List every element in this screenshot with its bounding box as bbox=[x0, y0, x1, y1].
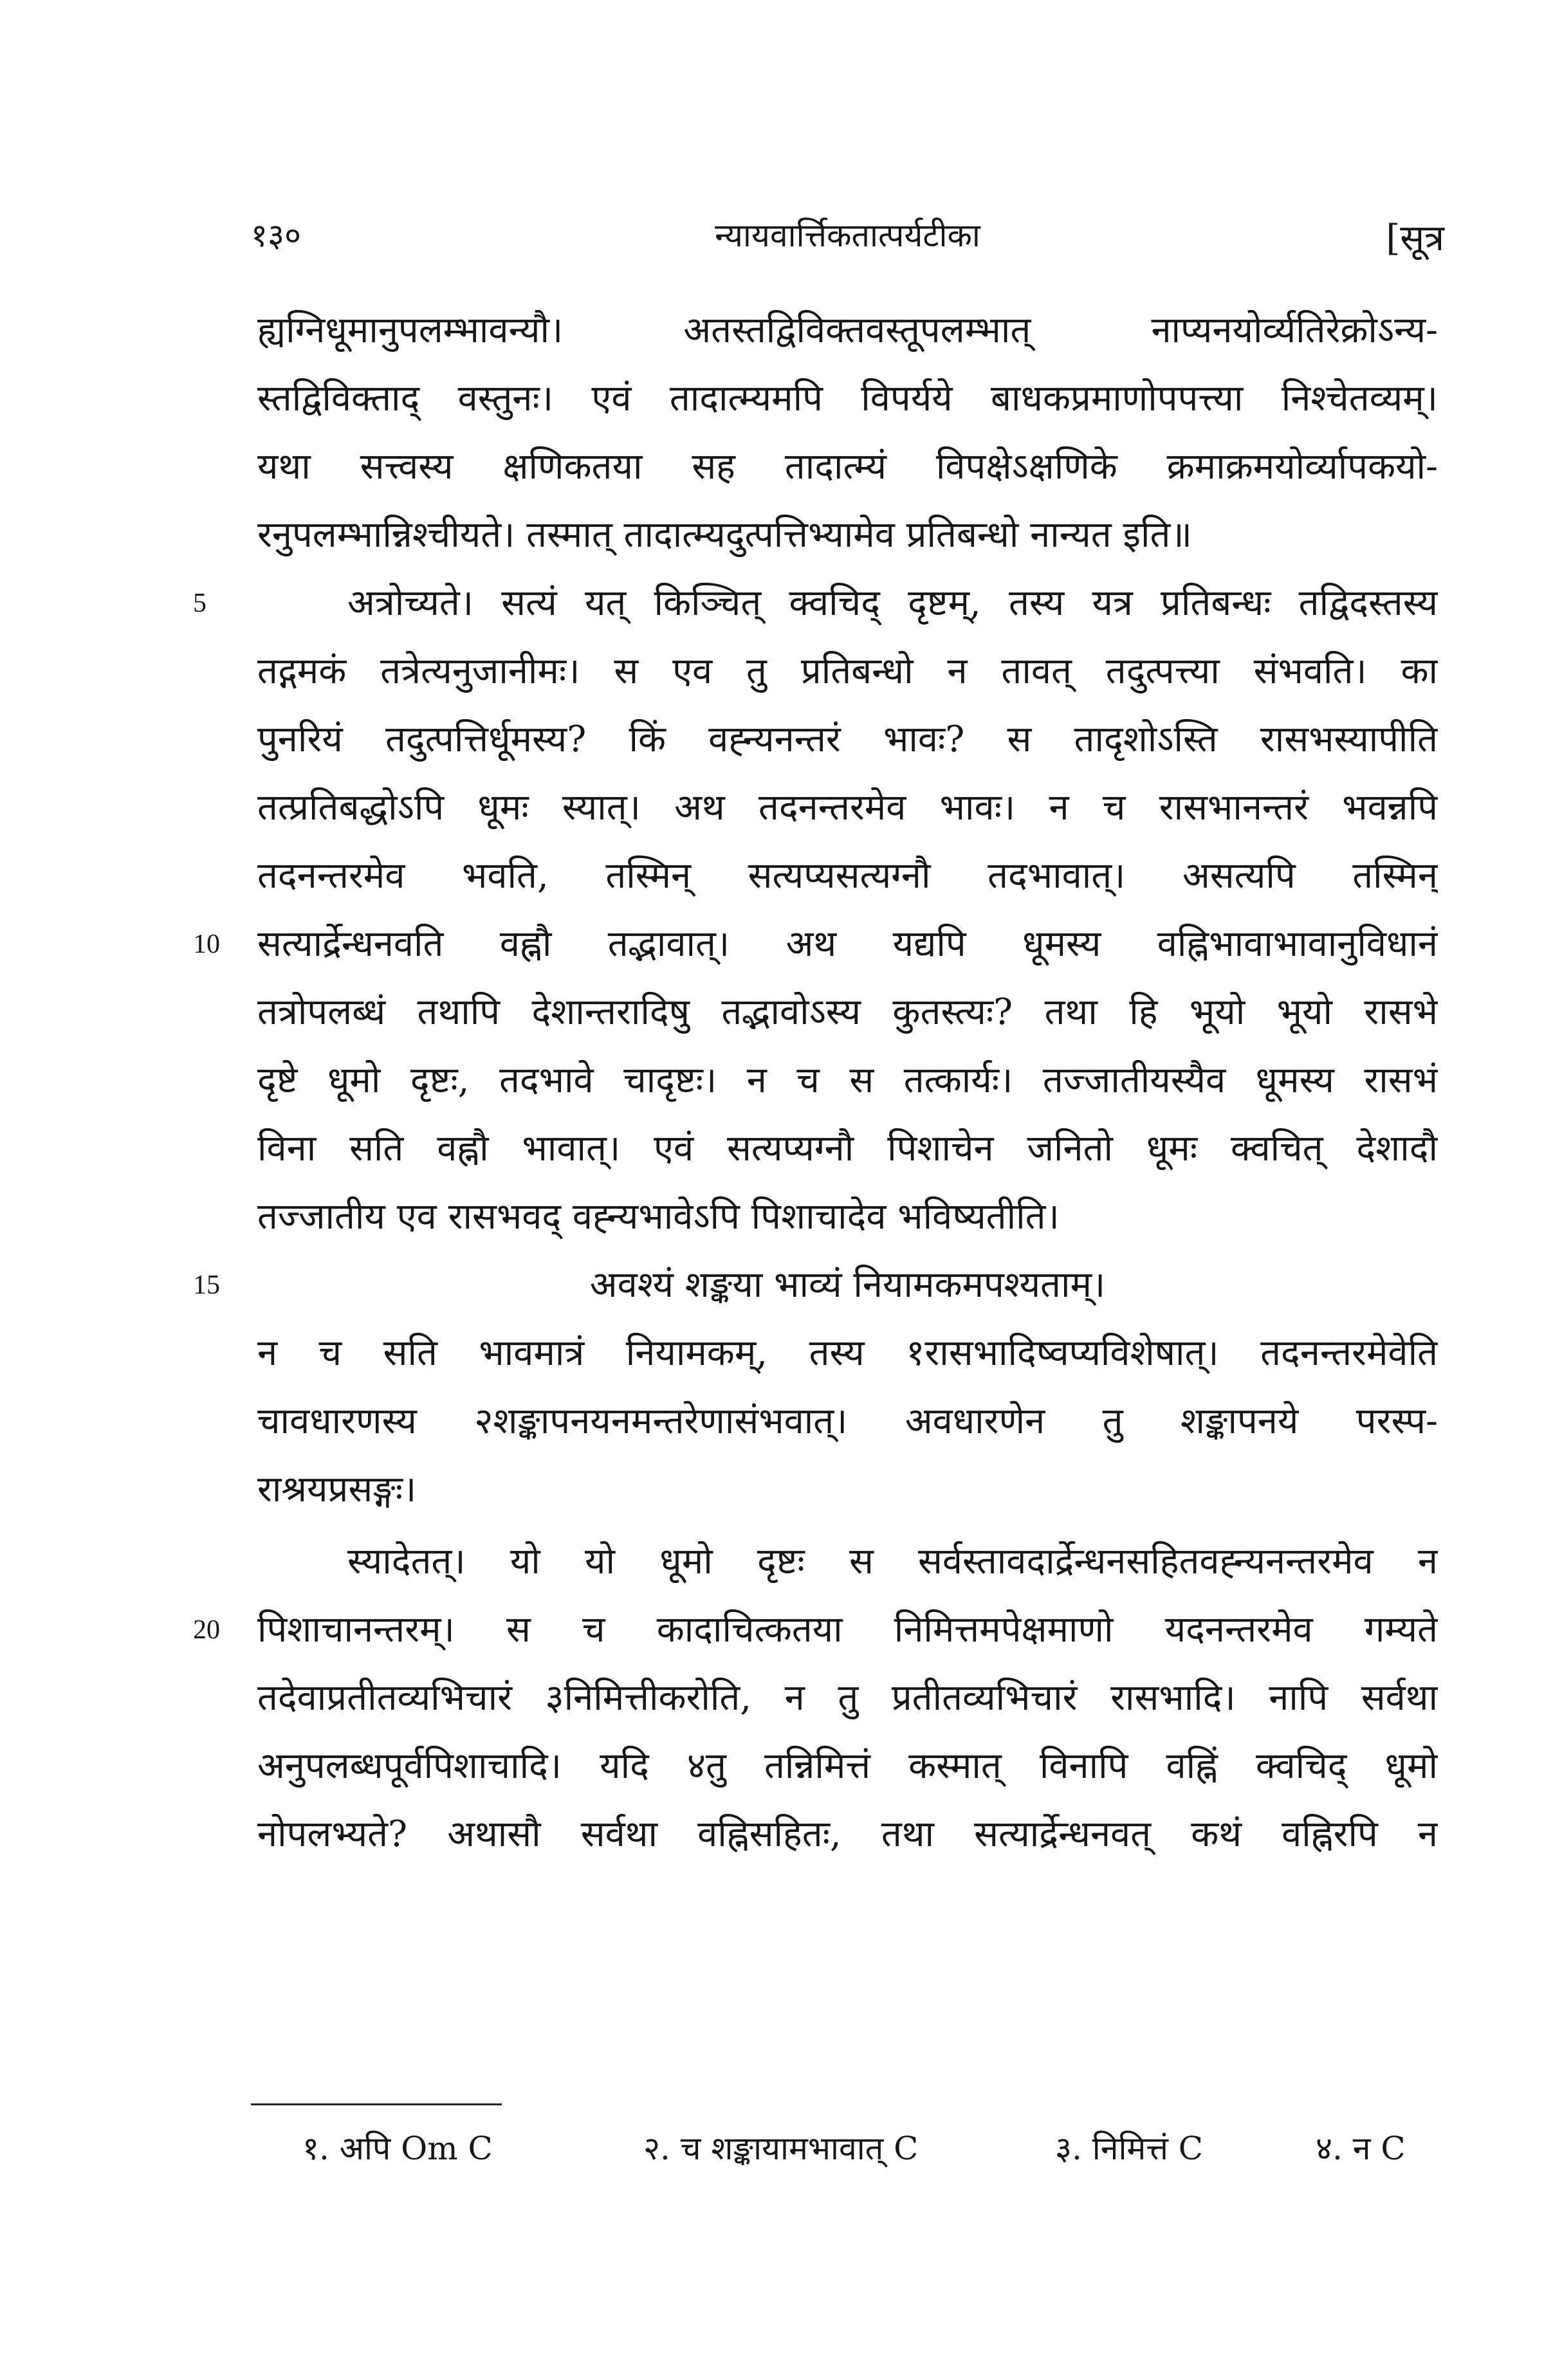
text-line: तदनन्तरमेव भवति, तस्मिन् सत्यप्यसत्यग्नौ तदभावात्। असत्यपि तस्मिन् bbox=[257, 855, 1438, 897]
text-line: तद्गमकं तत्रेत्यनुजानीमः। स एव तु प्रतिबन्धो न तावत् तदुत्पत्त्या संभवति। का bbox=[257, 650, 1438, 692]
running-title: न्यायवार्त्तिकतात्पर्यटीका bbox=[715, 217, 980, 254]
footnote: ४. न C bbox=[1316, 2130, 1406, 2167]
text-line: सत्यार्द्रेन्धनवति वह्नौ तद्भावात्। अथ यद्यपि धूमस्य वह्निभावाभावानुविधानं bbox=[257, 923, 1438, 965]
footnote-rule bbox=[251, 2103, 502, 2105]
text-line: तज्जातीय एव रासभवद् वह्न्यभावेऽपि पिशाचादेव भविष्यतीति। bbox=[257, 1196, 1060, 1238]
text-line: दृष्टे धूमो दृष्टः, तदभावे चादृष्टः। न च स तत्कार्यः। तज्जातीयस्यैव धूमस्य रासभं bbox=[257, 1059, 1438, 1101]
line-number: 5 bbox=[193, 589, 207, 618]
text-line: पिशाचानन्तरम्। स च कादाचित्कतया निमित्तमपेक्षमाणो यदनन्तरमेव गम्यते bbox=[257, 1609, 1438, 1651]
text-line: विना सति वह्नौ भावात्। एवं सत्यप्यग्नौ पिशाचेन जनितो धूमः क्वचित् देशादौ bbox=[257, 1128, 1438, 1169]
running-header bbox=[251, 212, 1444, 264]
text-line: तत्प्रतिबद्धोऽपि धूमः स्यात्। अथ तदनन्तरमेव भावः। न च रासभानन्तरं भवन्नपि bbox=[257, 787, 1438, 828]
text-line: स्तद्विविक्ताद् वस्तुनः। एवं तादात्म्यमपि विपर्यये बाधकप्रमाणोपपत्त्या निश्चेतव्यम्। bbox=[257, 378, 1438, 419]
page-number: १३० bbox=[251, 217, 301, 254]
text-line: पुनरियं तदुत्पत्तिर्धूमस्य? किं वह्न्यनन्तरं भावः? स तादृशोऽस्ति रासभस्यापीति bbox=[257, 719, 1438, 760]
text-line: स्यादेतत्। यो यो धूमो दृष्टः स सर्वस्तावदार्द्रेन्धनसहितवह्न्यनन्तरमेव न bbox=[347, 1541, 1438, 1582]
text-line: चावधारणस्य २शङ्कापनयनमन्तरेणासंभवात्। अवधारणेन तु शङ्कापनये परस्प- bbox=[257, 1400, 1438, 1442]
line-number: 15 bbox=[193, 1270, 220, 1300]
footnote: ३. निमित्तं C bbox=[1055, 2130, 1204, 2167]
footnote: २. च शङ्कायामभावात् C bbox=[643, 2130, 919, 2167]
text-line: रनुपलम्भान्निश्चीयते। तस्मात् तादात्म्यदुत्पत्तिभ्यामेव प्रतिबन्धो नान्यत इति॥ bbox=[257, 514, 1192, 556]
line-number: 10 bbox=[193, 929, 220, 959]
text-line: अनुपलब्धपूर्वपिशाचादि। यदि ४तु तन्निमित्तं कस्मात् विनापि वह्निं क्वचिद् धूमो bbox=[257, 1745, 1438, 1787]
text-line: न च सति भावमात्रं नियामकम्, तस्य १रासभादिष्वप्यविशेषात्। तदनन्तरमेवेति bbox=[257, 1332, 1438, 1374]
verse-line: अवश्यं शङ्कया भाव्यं नियामकमपश्यताम्। bbox=[589, 1264, 1106, 1306]
text-line: ह्यग्निधूमानुपलम्भावन्यौ। अतस्तद्विविक्तवस्तूपलम्भात् नाप्यनयोर्व्यतिरेक्रोऽन्य- bbox=[257, 309, 1438, 351]
text-line: तत्रोपलब्धं तथापि देशान्तरादिषु तद्भावोऽस्य कुतस्त्यः? तथा हि भूयो भूयो रासभे bbox=[257, 991, 1438, 1033]
line-number: 20 bbox=[193, 1615, 220, 1645]
text-line: अत्रोच्यते। सत्यं यत् किञ्चित् क्वचिद् दृष्टम्, तस्य यत्र प्रतिबन्धः तद्विदस्तस्य bbox=[347, 582, 1438, 624]
section-marker: [सूत्र bbox=[1386, 217, 1444, 259]
text-line: नोपलभ्यते? अथासौ सर्वथा वह्निसहितः, तथा सत्यार्द्रेन्धनवत् कथं वह्निरपि न bbox=[257, 1813, 1438, 1855]
text-line: तदेवाप्रतीतव्यभिचारं ३निमित्तीकरोति, न तु प्रतीतव्यभिचारं रासभादि। नापि सर्वथा bbox=[257, 1677, 1438, 1719]
text-line: राश्रयप्रसङ्गः। bbox=[257, 1469, 417, 1510]
footnote: १. अपि Om C bbox=[302, 2130, 493, 2167]
text-line: यथा सत्त्वस्य क्षणिकतया सह तादात्म्यं विपक्षेऽक्षणिके क्रमाक्रमयोर्व्यापकयो- bbox=[257, 446, 1438, 488]
